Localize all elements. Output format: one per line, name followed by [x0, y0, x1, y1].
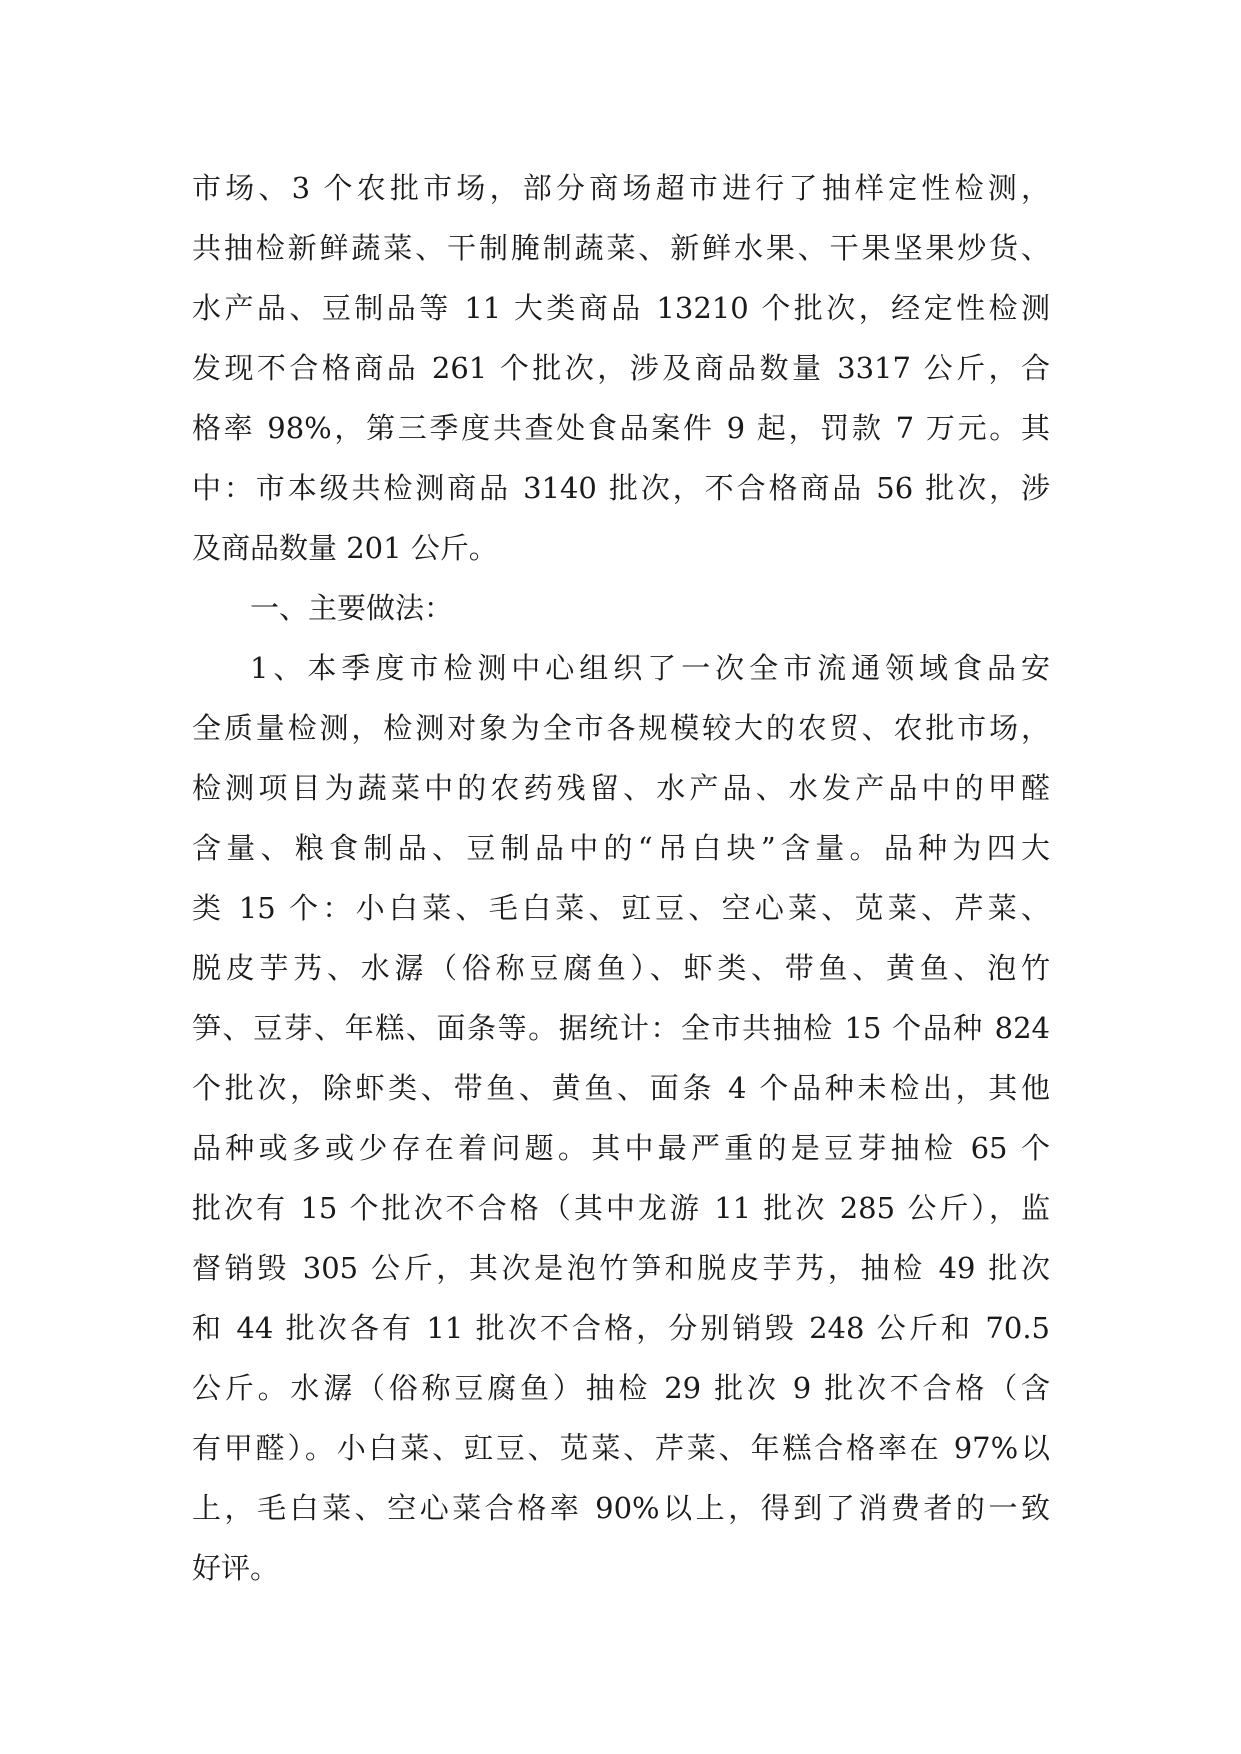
- paragraph-line: 及商品数量 201 公斤。: [192, 531, 498, 565]
- paragraph-line: 全质量检测，检测对象为全市各规模较大的农贸、农批市场，: [192, 711, 1050, 745]
- paragraph-line: 类 15 个：小白菜、毛白菜、豇豆、空心菜、苋菜、芹菜、: [192, 891, 1050, 925]
- paragraph-line: 脱皮芋艿、水潺（俗称豆腐鱼）、虾类、带鱼、黄鱼、泡竹: [192, 951, 1050, 985]
- paragraph-line: 个批次，除虾类、带鱼、黄鱼、面条 4 个品种未检出，其他: [192, 1071, 1050, 1105]
- paragraph-line: 发现不合格商品 261 个批次，涉及商品数量 3317 公斤，合: [192, 351, 1050, 385]
- paragraph-line: 品种或多或少存在着问题。其中最严重的是豆芽抽检 65 个: [192, 1131, 1050, 1165]
- paragraph-line: 督销毁 305 公斤，其次是泡竹笋和脱皮芋艿，抽检 49 批次: [192, 1251, 1050, 1285]
- paragraph-line: 1、本季度市检测中心组织了一次全市流通领域食品安: [250, 651, 1050, 685]
- paragraph-line: 格率 98%，第三季度共查处食品案件 9 起，罚款 7 万元。其: [192, 411, 1050, 445]
- paragraph-line: 上，毛白菜、空心菜合格率 90%以上，得到了消费者的一致: [192, 1491, 1050, 1525]
- paragraph-line: 共抽检新鲜蔬菜、干制腌制蔬菜、新鲜水果、干果坚果炒货、: [192, 231, 1050, 265]
- paragraph-line: 好评。: [192, 1551, 280, 1585]
- paragraph-line: 含量、粮食制品、豆制品中的“吊白块”含量。品种为四大: [192, 831, 1050, 865]
- paragraph-line: 笋、豆芽、年糕、面条等。据统计：全市共抽检 15 个品种 824: [192, 1011, 1050, 1045]
- paragraph-line: 市场、3 个农批市场，部分商场超市进行了抽样定性检测，: [192, 171, 1050, 205]
- paragraph-line: 和 44 批次各有 11 批次不合格，分别销毁 248 公斤和 70.5: [192, 1311, 1050, 1345]
- section-heading: 一、主要做法：: [250, 591, 454, 625]
- paragraph-line: 检测项目为蔬菜中的农药残留、水产品、水发产品中的甲醛: [192, 771, 1050, 805]
- paragraph-line: 中：市本级共检测商品 3140 批次，不合格商品 56 批次，涉: [192, 471, 1050, 505]
- paragraph-line: 批次有 15 个批次不合格（其中龙游 11 批次 285 公斤），监: [192, 1191, 1050, 1225]
- paragraph-line: 有甲醛）。小白菜、豇豆、苋菜、芹菜、年糕合格率在 97%以: [192, 1431, 1050, 1465]
- paragraph-line: 公斤。水潺（俗称豆腐鱼）抽检 29 批次 9 批次不合格（含: [192, 1371, 1050, 1405]
- document-body: [192, 158, 1050, 1598]
- paragraph-line: 水产品、豆制品等 11 大类商品 13210 个批次，经定性检测: [192, 291, 1050, 325]
